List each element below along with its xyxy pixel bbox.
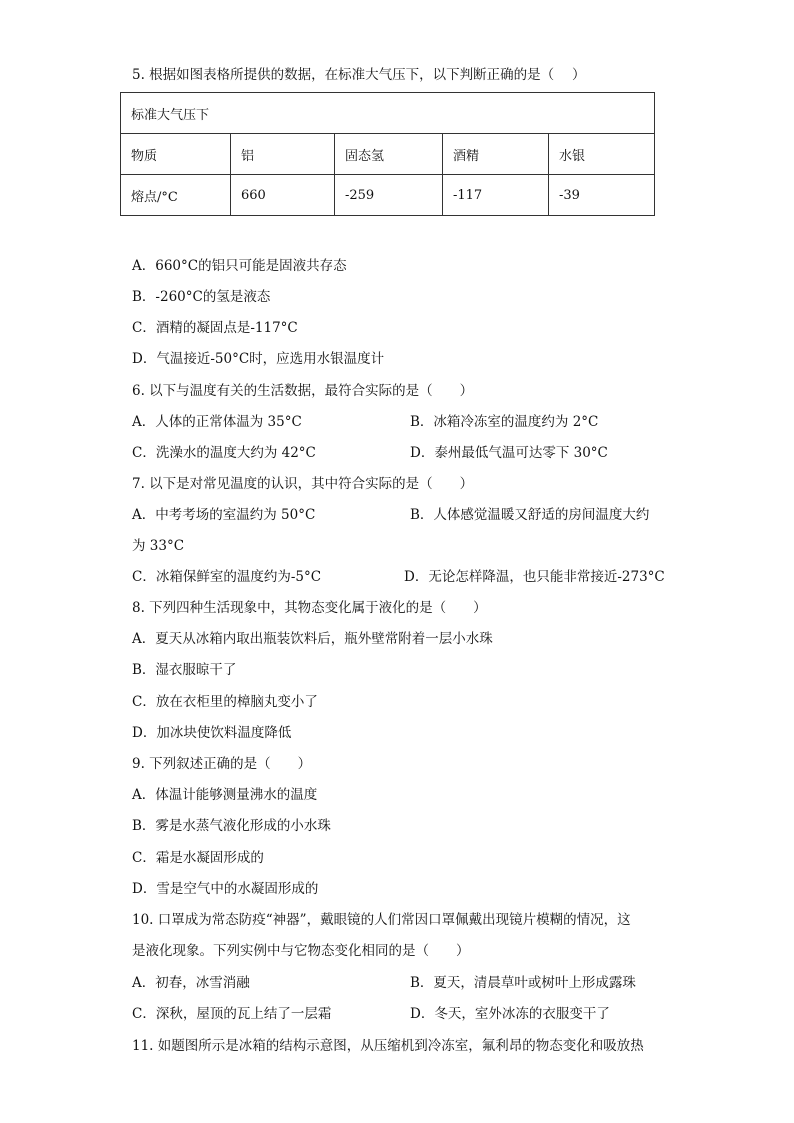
q8-option-a: A．夏天从冰箱内取出瓶装饮料后，瓶外壁常附着一层小水珠 bbox=[132, 631, 493, 647]
q7-stem: 7. 以下是对常见温度的认识，其中符合实际的是（ ） bbox=[132, 476, 474, 492]
table-cell: -39 bbox=[549, 175, 655, 216]
q6-option-c: C．洗澡水的温度大约为 42°C bbox=[132, 445, 316, 461]
q7-option-d: D．无论怎样降温，也只能非常接近-273°C bbox=[404, 569, 665, 585]
table-header-cell: 标准大气压下 bbox=[121, 93, 655, 134]
table-cell: -259 bbox=[335, 175, 443, 216]
table-cell: 熔点/°C bbox=[121, 175, 231, 216]
q10-stem-continued: 是液化现象。下列实例中与它物态变化相同的是（ ） bbox=[132, 943, 470, 959]
q6-stem: 6. 以下与温度有关的生活数据，最符合实际的是（ ） bbox=[132, 383, 474, 399]
q9-option-a: A．体温计能够测量沸水的温度 bbox=[132, 787, 318, 803]
q10-option-c: C．深秋，屋顶的瓦上结了一层霜 bbox=[132, 1006, 332, 1022]
q6-option-a: A．人体的正常体温为 35°C bbox=[132, 414, 302, 430]
q10-stem: 10. 口罩成为常态防疫“神器”，戴眼镜的人们常因口罩佩戴出现镜片模糊的情况，这 bbox=[132, 912, 631, 928]
melting-point-table bbox=[120, 92, 655, 216]
q5-option-d: D．气温接近-50°C时，应选用水银温度计 bbox=[132, 351, 385, 367]
q5-stem: 5. 根据如图表格所提供的数据，在标准大气压下，以下判断正确的是（ ） bbox=[132, 67, 586, 83]
q9-option-c: C．霜是水凝固形成的 bbox=[132, 850, 264, 866]
q8-option-c: C．放在衣柜里的樟脑丸变小了 bbox=[132, 694, 318, 710]
q7-option-a: A．中考考场的室温约为 50°C bbox=[132, 507, 316, 523]
table-row-melting-point bbox=[121, 175, 655, 216]
table-header-row bbox=[121, 93, 655, 134]
table-cell: 660 bbox=[231, 175, 335, 216]
table-cell: 固态氢 bbox=[335, 134, 443, 175]
table-cell: 酒精 bbox=[443, 134, 549, 175]
table-cell: 水银 bbox=[549, 134, 655, 175]
q9-option-d: D．雪是空气中的水凝固形成的 bbox=[132, 881, 319, 897]
q8-option-b: B．湿衣服晾干了 bbox=[132, 662, 237, 678]
q10-option-a: A．初春，冰雪消融 bbox=[132, 975, 250, 991]
q7-option-c: C．冰箱保鲜室的温度约为-5°C bbox=[132, 569, 322, 585]
q6-option-b: B．冰箱冷冻室的温度约为 2°C bbox=[410, 414, 599, 430]
table-row-substance bbox=[121, 134, 655, 175]
q9-stem: 9. 下列叙述正确的是（ ） bbox=[132, 756, 312, 772]
table-cell: -117 bbox=[443, 175, 549, 216]
q10-option-b: B．夏天，清晨草叶或树叶上形成露珠 bbox=[410, 975, 636, 991]
q10-option-d: D．冬天，室外冰冻的衣服变干了 bbox=[410, 1006, 610, 1022]
q8-option-d: D．加冰块使饮料温度降低 bbox=[132, 725, 292, 741]
table-cell: 铝 bbox=[231, 134, 335, 175]
q5-option-a: A．660°C的铝只可能是固液共存态 bbox=[132, 258, 347, 274]
q5-option-c: C．酒精的凝固点是-117°C bbox=[132, 320, 298, 336]
q9-option-b: B．雾是水蒸气液化形成的小水珠 bbox=[132, 818, 331, 834]
q11-stem: 11. 如题图所示是冰箱的结构示意图，从压缩机到冷冻室，氟利昂的物态变化和吸放热 bbox=[132, 1038, 644, 1054]
q7-option-b: B．人体感觉温暖又舒适的房间温度大约 bbox=[410, 507, 650, 523]
q5-option-b: B．-260°C的氢是液态 bbox=[132, 289, 271, 305]
table-cell: 物质 bbox=[121, 134, 231, 175]
q8-stem: 8. 下列四种生活现象中，其物态变化属于液化的是（ ） bbox=[132, 600, 487, 616]
q7-option-b-continued: 为 33°C bbox=[132, 538, 185, 554]
q6-option-d: D．泰州最低气温可达零下 30°C bbox=[410, 445, 608, 461]
